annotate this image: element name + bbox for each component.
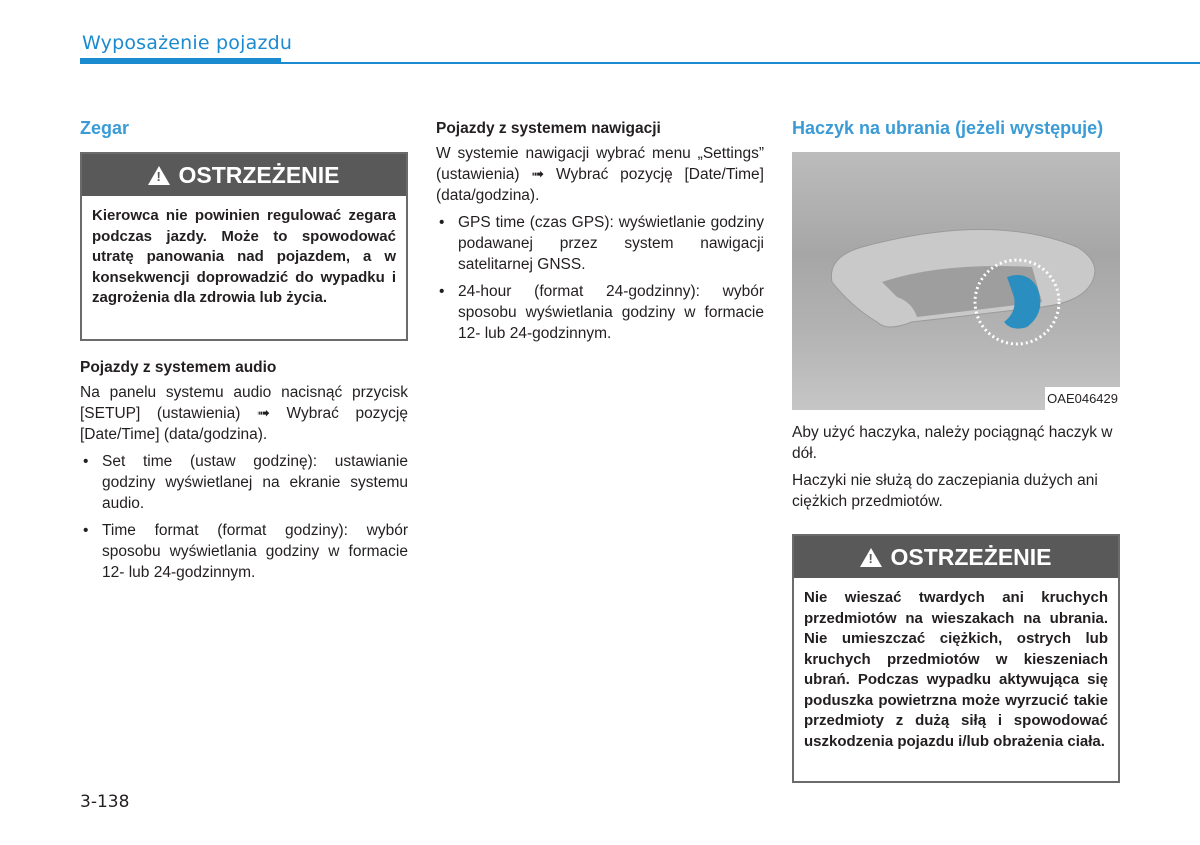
header-bar — [80, 58, 281, 64]
left-column — [80, 118, 408, 589]
warning-box — [792, 534, 1120, 783]
warning-label: OSTRZEŻENIE — [890, 543, 1052, 570]
warning-text: Kierowca nie powinien regulować zegara podczas jazdy. Może to spowodować utratę panowania nad pojazdem, a w konsekwencji doprowadzić do wypadku i zagrożenia dla zdrowia lub życia. — [92, 207, 396, 306]
list-item: • Set time (ustaw godzinę): ustawianie godziny wyświetlanej na ekranie systemu audio. — [80, 451, 408, 514]
paragraph: Aby użyć haczyka, należy pociągnąć haczyk w dół. — [792, 424, 1113, 462]
section-title: Haczyk na ubrania (jeżeli występuje) — [792, 118, 1104, 138]
bullet-list — [80, 451, 408, 583]
warning-header — [82, 154, 406, 196]
warning-icon: ! — [860, 548, 882, 567]
section-title: Zegar — [80, 118, 130, 138]
paragraph: W systemie nawigacji wybrać menu „Settings” (ustawienia) ➟ Wybrać pozycję [Date/Time] (data/godzina). — [436, 145, 764, 204]
image-code: OAE046429 — [1045, 387, 1120, 410]
subsection-title: Pojazdy z systemem audio — [80, 359, 277, 376]
section-header: Wyposażenie pojazdu — [82, 32, 293, 54]
warning-header — [794, 536, 1118, 578]
subsection-title: Pojazdy z systemem nawigacji — [436, 120, 661, 137]
list-item: • 24-hour (format 24-godzinny): wybór sposobu wyświetlania godziny w formacie 12- lub 24-godzinnym. — [436, 281, 764, 344]
warning-box — [80, 152, 408, 341]
page-number: 3-138 — [80, 792, 130, 812]
middle-column — [436, 118, 764, 350]
warning-label: OSTRZEŻENIE — [178, 161, 340, 188]
paragraph: Haczyki nie służą do zaczepiania dużych ani ciężkich przedmiotów. — [792, 472, 1098, 510]
clothes-hook-illustration — [792, 152, 1120, 410]
header-rule — [281, 62, 1200, 64]
list-item: • Time format (format godziny): wybór sposobu wyświetlania godziny w formacie 12- lub 24-godzinnym. — [80, 520, 408, 583]
paragraph: Na panelu systemu audio nacisnąć przycisk [SETUP] (ustawienia) ➟ Wybrać pozycję [Date/Time] (data/godzina). — [80, 384, 408, 443]
warning-text: Nie wieszać twardych ani kruchych przedmiotów na wieszakach na ubrania. Nie umieszczać ciężkich, ostrych lub kruchych przedmiotów w kieszeniach ubrań. Podczas wypadku aktywująca się poduszka powietrzna może wyrzucić takie przedmioty z dużą siłą i spowodować uszkodzenia pojazdu i/lub obrażenia ciała. — [804, 589, 1108, 750]
list-item: • GPS time (czas GPS): wyświetlanie godziny podawanej przez system nawigacji satelitarnej GNSS. — [436, 212, 764, 275]
bullet-list — [436, 212, 764, 344]
warning-icon: ! — [148, 166, 170, 185]
clothes-hook-image — [792, 152, 1120, 410]
right-column — [792, 118, 1120, 783]
